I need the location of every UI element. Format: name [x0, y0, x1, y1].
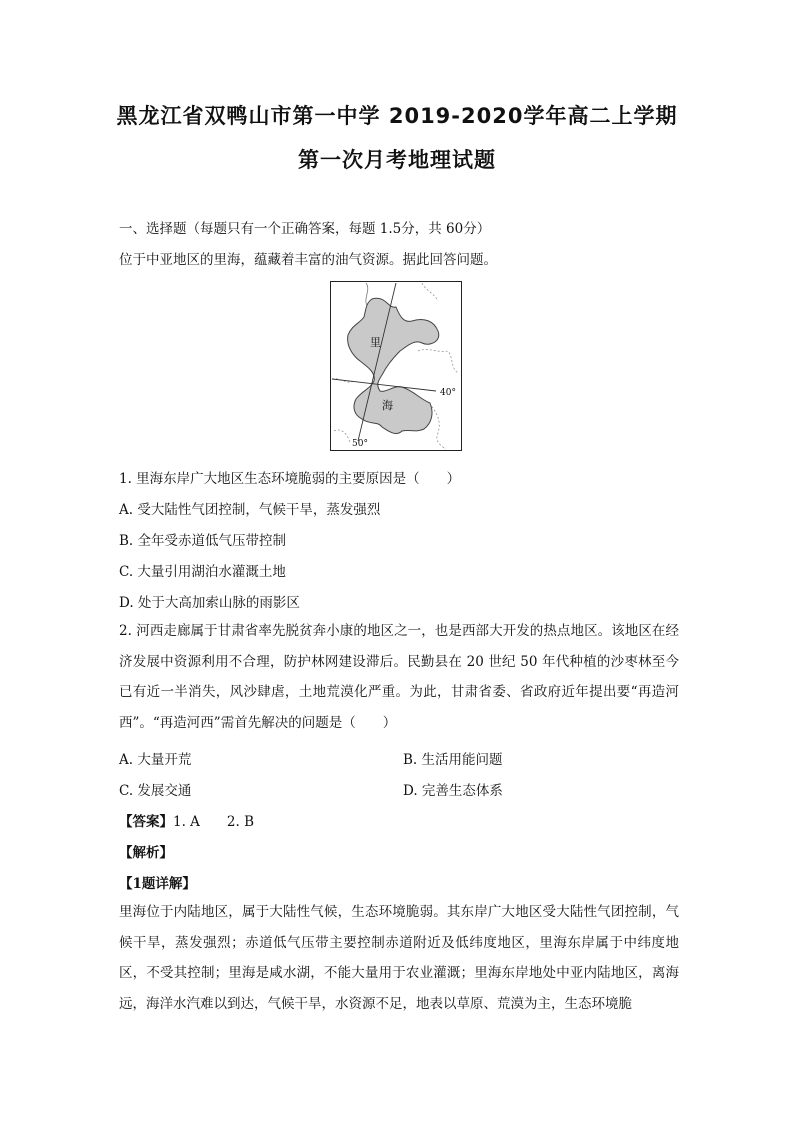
- question-2-stem: 2. 河西走廊属于甘肃省率先脱贫奔小康的地区之一，也是西部大开发的热点地区。该地区在经济发展中资源利用不合理，防护林网建设滞后。民勤县在 20 世纪 50 年代种植的沙枣林至今已有近一半消失，风沙肆虐，土地荒漠化严重。为此，甘肃省委、省政府近年提出要“再造河西”。“再造河西”需首先解决的问题是（ ）: [119, 623, 679, 731]
- map-label-sea-top: 里: [370, 336, 381, 349]
- answer-text: 1. A 2. B: [173, 814, 255, 830]
- analysis-sub-label: 【1题详解】: [119, 876, 196, 892]
- question-2-option-b: B. 生活用能问题: [403, 752, 503, 768]
- answer-label: 【答案】: [119, 814, 173, 830]
- analysis-label: 【解析】: [119, 845, 173, 861]
- map-label-sea-bottom: 海: [382, 399, 393, 412]
- question-2-option-c: C. 发展交通: [119, 783, 192, 799]
- section-heading: 一、选择题（每题只有一个正确答案，每题 1.5分，共 60分）: [119, 221, 491, 237]
- analysis-text: 里海位于内陆地区，属于大陆性气候，生态环境脆弱。其东岸广大地区受大陆性气团控制，气候干旱，蒸发强烈；赤道低气压带主要控制赤道附近及低纬度地区，里海东岸属于中纬度地区，不受其控制；里海是咸水湖，不能大量用于农业灌溉；里海东岸地处中亚内陆地区，离海远，海洋水汽难以到达，气候干旱，水资源不足，地表以草原、荒漠为主，生态环境脆: [119, 904, 679, 1012]
- question-1-option-d: D. 处于大高加索山脉的雨影区: [119, 595, 300, 611]
- map-label-longitude: 50°: [352, 439, 368, 449]
- section-intro: 位于中亚地区的里海，蕴藏着丰富的油气资源。据此回答问题。: [119, 252, 497, 268]
- question-2-option-d: D. 完善生态体系: [403, 783, 503, 799]
- question-1-option-b: B. 全年受赤道低气压带控制: [119, 533, 287, 549]
- page-title-line2: 第一次月考地理试题: [298, 148, 496, 172]
- question-1-stem: 1. 里海东岸广大地区生态环境脆弱的主要原因是（ ）: [119, 471, 461, 487]
- page-title-line1: 黑龙江省双鸭山市第一中学 2019-2020学年高二上学期: [116, 104, 678, 128]
- question-2-option-a: A. 大量开荒: [119, 752, 192, 768]
- map-label-latitude: 40°: [440, 388, 456, 398]
- question-1-option-a: A. 受大陆性气团控制，气候干旱，蒸发强烈: [119, 502, 381, 518]
- caspian-sea-map: [330, 281, 462, 451]
- answer-line: [119, 810, 254, 830]
- question-1-option-c: C. 大量引用湖泊水灌溉土地: [119, 564, 286, 580]
